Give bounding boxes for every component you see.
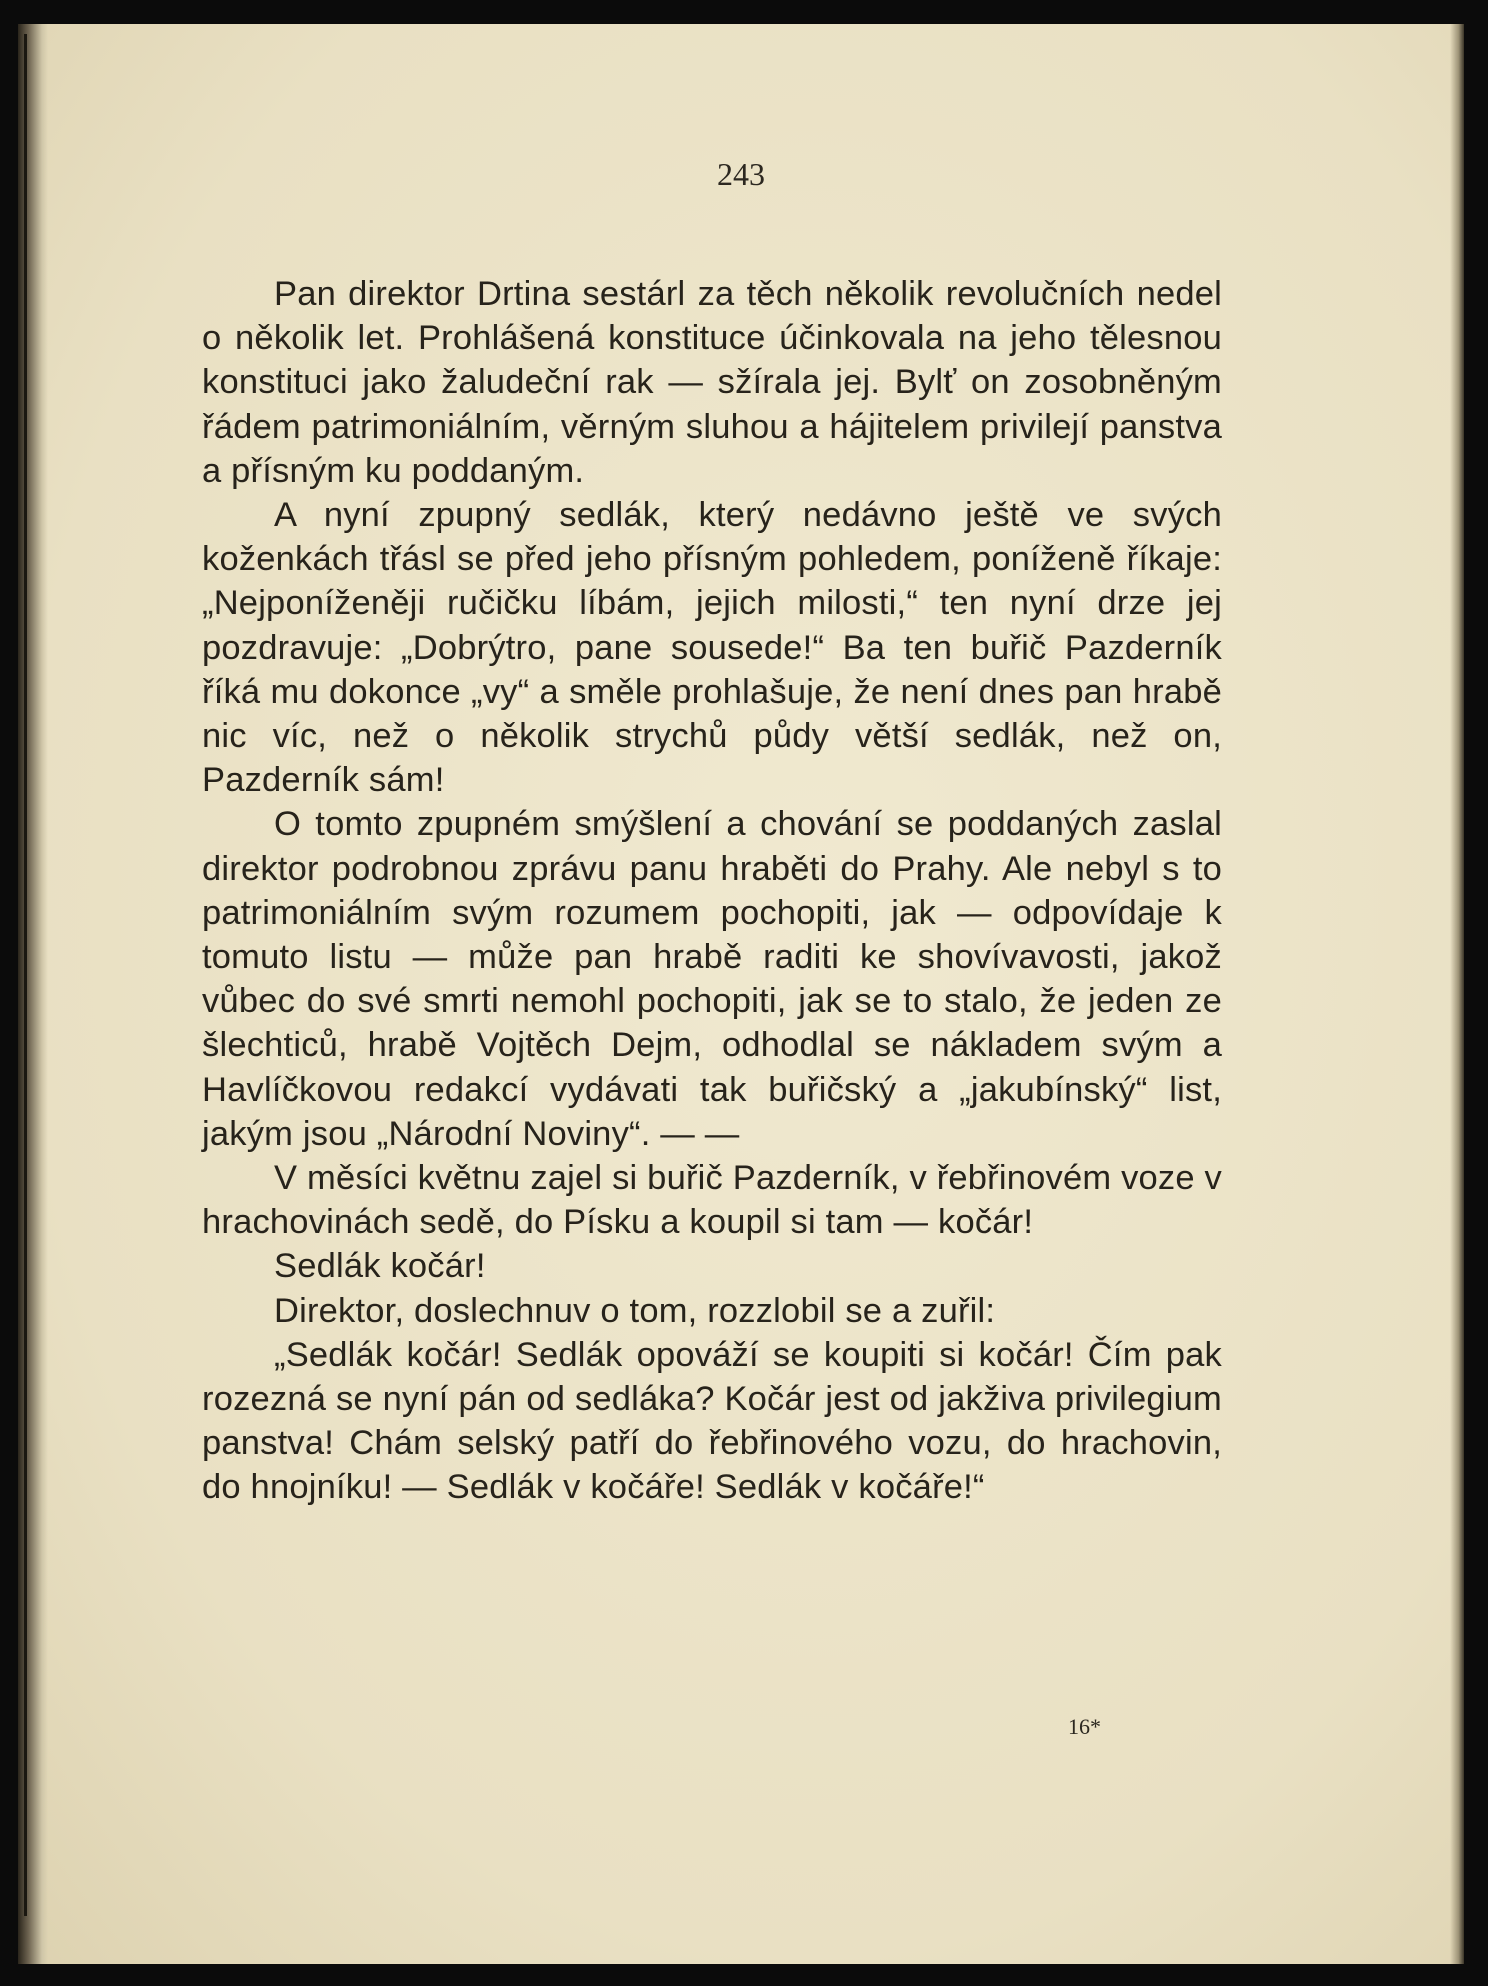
book-spine-shadow	[18, 24, 48, 1964]
paragraph: „Sedlák kočár! Sedlák opováží se koupiti si kočár! Čím pak rozezná se nyní pán od sedláka? Kočár jest od jakživa privilegium panstva! Chám selský patří do řebřinového vozu, do hrachovin, do hnojníku! — Sedlák v kočáře! Sedlák v kočáře!“	[202, 1335, 1222, 1507]
paragraph: Pan direktor Drtina sestárl za těch několik revolučních nedel o několik let. Prohlášená konstituce účinkovala na jeho tělesnou konstituci jako žaludeční rak — sžírala jej. Bylť on zosobněným řádem patrimoniálním, věrným sluhou a hájitelem privilejí panstva a přísným ku poddaným.	[202, 275, 1222, 490]
page-number: 243	[717, 156, 765, 192]
paragraph: V měsíci květnu zajel si buřič Pazderník, v řebřinovém voze v hrachovinách sedě, do Písku a koupil si tam — kočár!	[202, 1159, 1222, 1242]
spine-edge-line	[24, 34, 27, 1916]
body-text	[202, 272, 1222, 1510]
paragraph: Sedlák kočár!	[274, 1247, 486, 1286]
paragraph: A nyní zpupný sedlák, který nedávno ještě ve svých koženkách třásl se před jeho přísným pohledem, poníženě říkaje: „Nejponíženěji ručičku líbám, jejich milosti,“ ten nyní drze jej pozdravuje: „Dobrýtro, pane sousede!“ Ba ten buřič Pazderník říká mu dokonce „vy“ a směle prohlašuje, že není dnes pan hrabě nic víc, než o několik strychů půdy větší sedlák, než on, Pazderník sám!	[202, 496, 1222, 800]
book-page	[18, 24, 1464, 1964]
printer-signature-mark: 16*	[1068, 1714, 1101, 1739]
paragraph: Direktor, doslechnuv o tom, rozzlobil se a zuřil:	[274, 1291, 996, 1330]
page-right-edge	[1450, 24, 1464, 1964]
paragraph: O tomto zpupném smýšlení a chování se poddaných zaslal direktor podrobnou zprávu panu hraběti do Prahy. Ale nebyl s to patrimoniálním svým rozumem pochopiti, jak — odpovídaje k tomuto listu — může pan hrabě raditi ke shovívavosti, jakož vůbec do své smrti nemohl pochopiti, jak se to stalo, že jeden ze šlechticů, hrabě Vojtěch Dejm, odhodlal se nákladem svým a Havlíčkovou redakcí vydávati tak buřičský a „jakubínský“ list, jakým jsou „Národní Noviny“. — —	[202, 805, 1222, 1153]
